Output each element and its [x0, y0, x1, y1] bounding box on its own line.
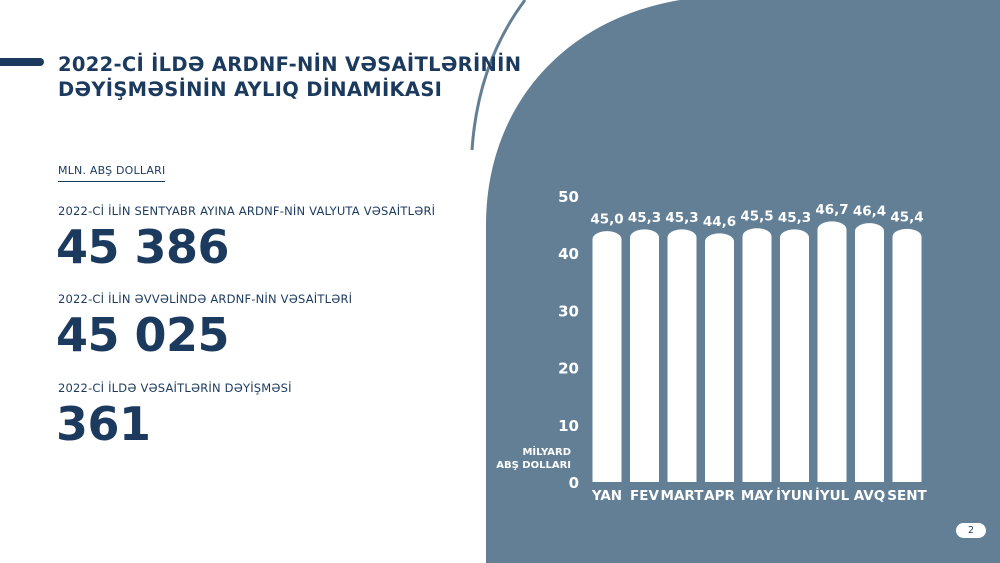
bar-value-label: 45,3	[627, 209, 662, 226]
bar-value-label: 45,5	[740, 208, 774, 225]
bar-may	[743, 228, 772, 482]
bar-value-label: 45,3	[665, 209, 699, 226]
bar-apr	[705, 233, 734, 482]
stat-label-september: 2022-Cİ İLİN SENTYABR AYINA ARDNF-NİN VALYUTA VƏSAİTLƏRİ	[58, 204, 436, 218]
bar-yan	[593, 231, 622, 482]
y-tick-label: 50	[558, 188, 579, 206]
y-axis-title-line2: ABŞ DOLLARI	[496, 460, 571, 471]
page-title: 2022-Cİ İLDƏ ARDNF-NİN VƏSAİTLƏRİNİN DƏYİŞMƏSİNİN AYLIQ DİNAMİKASI	[58, 53, 522, 101]
y-axis-title-line1: MİLYARD	[522, 447, 571, 458]
page-number: 2	[956, 523, 986, 538]
bar-value-label: 45,0	[590, 211, 624, 228]
y-tick-label: 0	[568, 474, 579, 492]
y-tick-label: 20	[558, 359, 579, 378]
x-tick-label: SENT	[887, 488, 927, 504]
y-tick-label: 30	[558, 302, 579, 321]
x-tick-label: APR	[704, 488, 735, 504]
bar-fev	[630, 229, 659, 482]
bar-mart	[668, 229, 697, 482]
stat-label-start-of-year: 2022-Cİ İLİN ƏVVƏLİNDƏ ARDNF-NİN VƏSAİTLƏRİ	[58, 292, 353, 306]
bar-sent	[893, 229, 922, 482]
unit-label: MLN. ABŞ DOLLARI	[58, 164, 165, 182]
bar-value-label: 46,4	[852, 203, 887, 220]
bar-value-label: 45,3	[777, 209, 812, 226]
x-tick-label: İYUN	[775, 488, 814, 504]
bar-avq	[855, 223, 884, 482]
bar-i̇yul	[818, 221, 847, 482]
stat-label-change: 2022-Cİ İLDƏ VƏSAİTLƏRİN DƏYİŞMƏSİ	[58, 381, 292, 395]
y-tick-label: 10	[558, 416, 579, 435]
x-tick-label: YAN	[591, 488, 623, 504]
bar-value-label: 45,4	[890, 209, 924, 226]
bar-value-label: 46,7	[815, 201, 849, 218]
bar-i̇yun	[780, 229, 809, 482]
y-tick-label: 40	[558, 245, 579, 264]
stat-value-start-of-year: 45 025	[56, 308, 230, 362]
x-tick-label: FEV	[630, 488, 659, 504]
x-tick-label: MART	[660, 488, 704, 504]
x-tick-label: MAY	[740, 488, 774, 504]
bar-value-label: 44,6	[702, 213, 737, 230]
stat-value-september: 45 386	[56, 220, 230, 274]
stat-value-change: 361	[56, 397, 151, 451]
x-tick-label: AVQ	[853, 488, 886, 504]
x-tick-label: İYUL	[814, 488, 850, 504]
